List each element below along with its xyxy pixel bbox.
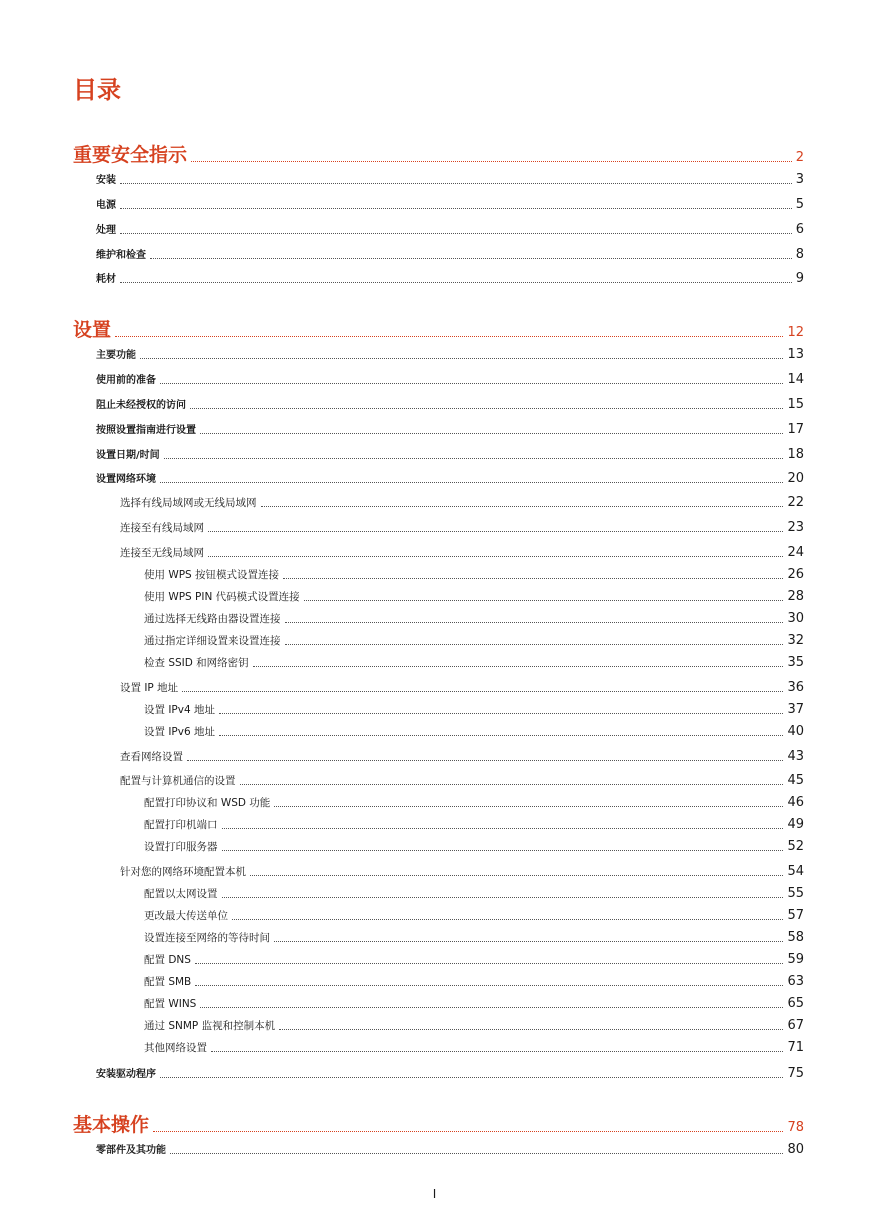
toc-entry[interactable] [144, 1040, 804, 1055]
toc-entry-title: 配置 DNS [144, 954, 191, 966]
toc-entry-title: 设置 IPv6 地址 [144, 726, 215, 738]
toc-entry-title: 配置打印机端口 [144, 819, 218, 831]
toc-entry[interactable] [120, 680, 804, 695]
dot-leader [222, 886, 784, 901]
toc-entry-page: 54 [787, 864, 804, 879]
toc-entry-page: 22 [787, 495, 804, 510]
toc-entry-title: 基本操作 [73, 1114, 150, 1136]
toc-entry-title: 通过指定详细设置来设置连接 [144, 635, 281, 647]
dot-leader [120, 171, 792, 187]
toc-entry-page: 17 [787, 422, 804, 437]
toc-entry[interactable] [96, 346, 804, 362]
dot-leader [120, 221, 792, 237]
toc-entry-page: 35 [787, 655, 804, 670]
toc-entry-title: 阻止未经授权的访问 [96, 400, 186, 411]
dot-leader [190, 396, 783, 412]
dot-leader [222, 817, 784, 832]
dot-leader [219, 724, 783, 739]
dot-leader [160, 371, 783, 387]
toc-entry[interactable] [144, 724, 804, 739]
dot-leader [211, 1040, 783, 1055]
dot-leader [208, 545, 783, 560]
toc-entry[interactable] [120, 495, 804, 510]
toc-entry-page: 3 [795, 172, 804, 187]
toc-entry-title: 维护和检查 [96, 250, 146, 261]
toc-entry-page: 58 [787, 930, 804, 945]
toc-entry-title: 使用前的准备 [96, 375, 156, 386]
dot-leader [285, 611, 784, 626]
toc-entry-title: 重要安全指示 [73, 144, 188, 166]
dot-leader [240, 773, 784, 788]
toc-entry-page: 78 [787, 1120, 804, 1135]
dot-leader [222, 839, 784, 854]
toc-entry-title: 连接至有线局域网 [120, 522, 204, 534]
toc-entry-page: 18 [787, 447, 804, 462]
toc-entry[interactable] [144, 908, 804, 923]
toc-chapter[interactable] [73, 140, 804, 167]
toc-entry[interactable] [96, 421, 804, 437]
dot-leader [164, 446, 784, 462]
toc-entry-page: 65 [787, 996, 804, 1011]
toc-entry-page: 9 [795, 271, 804, 286]
toc-entry-page: 23 [787, 520, 804, 535]
toc-entry[interactable] [144, 611, 804, 626]
dot-leader [195, 952, 784, 967]
toc-entry-page: 13 [787, 347, 804, 362]
toc-entry[interactable] [144, 839, 804, 854]
toc-entry-title: 设置 IP 地址 [120, 682, 179, 694]
toc-entry[interactable] [144, 1018, 804, 1033]
toc-entry-title: 配置打印协议和 WSD 功能 [144, 797, 271, 809]
toc-entry-title: 配置 SMB [144, 976, 192, 988]
toc-entry-page: 37 [787, 702, 804, 717]
dot-leader [120, 196, 792, 212]
dot-leader [160, 1065, 783, 1081]
toc-entry[interactable] [96, 1065, 804, 1081]
toc-entry-page: 6 [795, 222, 804, 237]
toc-entry[interactable] [144, 795, 804, 810]
dot-leader [191, 140, 792, 167]
toc-entry-title: 主要功能 [96, 350, 136, 361]
toc-entry[interactable] [144, 996, 804, 1011]
toc-entry-page: 52 [787, 839, 804, 854]
toc-entry-page: 32 [787, 633, 804, 648]
toc-entry-title: 设置连接至网络的等待时间 [144, 932, 270, 944]
toc-entry[interactable] [96, 196, 804, 212]
toc-entry-page: 28 [787, 589, 804, 604]
toc-entry-title: 通过 SNMP 监视和控制本机 [144, 1020, 276, 1032]
toc-entry-page: 36 [787, 680, 804, 695]
toc-entry-page: 43 [787, 749, 804, 764]
dot-leader [160, 470, 783, 486]
toc-entry[interactable] [144, 952, 804, 967]
toc-entry[interactable] [96, 171, 804, 187]
toc-entry-page: 80 [787, 1142, 804, 1157]
toc-entry[interactable] [120, 773, 804, 788]
dot-leader [219, 702, 783, 717]
toc-entry-title: 耗材 [96, 274, 116, 285]
dot-leader [279, 1018, 783, 1033]
toc-entry[interactable] [144, 567, 804, 582]
toc-entry-title: 通过选择无线路由器设置连接 [144, 613, 281, 625]
toc-entry[interactable] [120, 545, 804, 560]
toc-entry-title: 电源 [96, 200, 116, 211]
toc-entry-title: 设置网络环境 [96, 474, 156, 485]
toc-entry-page: 67 [787, 1018, 804, 1033]
dot-leader [187, 749, 783, 764]
toc-entry-page: 40 [787, 724, 804, 739]
toc-entry-title: 安装 [96, 175, 116, 186]
toc-entry-title: 其他网络设置 [144, 1042, 207, 1054]
dot-leader [274, 795, 783, 810]
dot-leader [115, 315, 783, 342]
toc-entry-page: 14 [787, 372, 804, 387]
toc-entry[interactable] [144, 655, 804, 670]
toc-entry-title: 零部件及其功能 [96, 1145, 166, 1156]
toc-entry-page: 12 [787, 325, 804, 340]
toc-entry-title: 检查 SSID 和网络密钥 [144, 657, 249, 669]
toc-entry-page: 71 [787, 1040, 804, 1055]
dot-leader [261, 495, 784, 510]
toc-entry-page: 8 [795, 247, 804, 262]
toc-entry-title: 使用 WPS 按钮模式设置连接 [144, 569, 280, 581]
toc-entry-title: 处理 [96, 225, 116, 236]
dot-leader [170, 1141, 783, 1157]
dot-leader [150, 246, 792, 262]
toc-entry-page: 30 [787, 611, 804, 626]
toc-entry-title: 配置与计算机通信的设置 [120, 775, 236, 787]
toc-entry-title: 配置以太网设置 [144, 888, 218, 900]
dot-leader [232, 908, 783, 923]
toc-entry-page: 63 [787, 974, 804, 989]
toc-entry-page: 5 [795, 197, 804, 212]
toc-entry-title: 设置打印服务器 [144, 841, 218, 853]
dot-leader [182, 680, 783, 695]
toc-entry-title: 设置日期/时间 [96, 450, 160, 461]
toc-entry-page: 45 [787, 773, 804, 788]
toc-entry-title: 配置 WINS [144, 998, 197, 1010]
dot-leader [120, 270, 792, 286]
toc-chapter[interactable] [73, 315, 804, 342]
toc-entry[interactable] [144, 930, 804, 945]
dot-leader [195, 974, 783, 989]
dot-leader [304, 589, 784, 604]
toc-entry-page: 49 [787, 817, 804, 832]
toc-entry-page: 26 [787, 567, 804, 582]
toc-entry[interactable] [96, 1141, 804, 1157]
toc-entry-title: 连接至无线局域网 [120, 547, 204, 559]
toc-entry-page: 57 [787, 908, 804, 923]
toc-entry-title: 设置 IPv4 地址 [144, 704, 215, 716]
toc-entry-page: 2 [795, 150, 804, 165]
toc-entry-title: 按照设置指南进行设置 [96, 425, 196, 436]
page-number: I [432, 1187, 437, 1201]
dot-leader [140, 346, 783, 362]
toc-entry-title: 使用 WPS PIN 代码模式设置连接 [144, 591, 300, 603]
dot-leader [200, 421, 783, 437]
toc-entry[interactable] [144, 886, 804, 901]
dot-leader [283, 567, 783, 582]
toc-entry-page: 15 [787, 397, 804, 412]
toc-entry[interactable] [120, 520, 804, 535]
toc-entry-title: 查看网络设置 [120, 751, 183, 763]
toc-entry[interactable] [144, 633, 804, 648]
toc-entry[interactable] [120, 864, 804, 879]
dot-leader [253, 655, 784, 670]
toc-entry[interactable] [96, 270, 804, 286]
dot-leader [200, 996, 783, 1011]
toc-entry-title: 针对您的网络环境配置本机 [120, 866, 246, 878]
toc-entry[interactable] [144, 817, 804, 832]
toc-entry-title: 选择有线局域网或无线局域网 [120, 497, 257, 509]
toc-entry-title: 更改最大传送单位 [144, 910, 228, 922]
toc-entry[interactable] [120, 749, 804, 764]
toc-entry[interactable] [96, 371, 804, 387]
toc-entry[interactable] [96, 446, 804, 462]
toc-entry[interactable] [96, 246, 804, 262]
toc-entry[interactable] [144, 974, 804, 989]
toc-entry-page: 46 [787, 795, 804, 810]
toc-entry[interactable] [96, 221, 804, 237]
dot-leader [208, 520, 783, 535]
toc-entry-page: 75 [787, 1066, 804, 1081]
toc-entry-title: 安装驱动程序 [96, 1069, 156, 1080]
dot-leader [153, 1110, 783, 1137]
toc-entry-page: 55 [787, 886, 804, 901]
toc-entry-page: 20 [787, 471, 804, 486]
dot-leader [250, 864, 783, 879]
toc-entry[interactable] [144, 702, 804, 717]
toc-entry-title: 设置 [73, 319, 112, 341]
toc-entry-page: 59 [787, 952, 804, 967]
toc-entry[interactable] [96, 470, 804, 486]
toc-entry[interactable] [96, 396, 804, 412]
toc-chapter[interactable] [73, 1110, 804, 1137]
toc-entry[interactable] [144, 589, 804, 604]
dot-leader [285, 633, 784, 648]
toc-entry-page: 24 [787, 545, 804, 560]
dot-leader [274, 930, 783, 945]
page-title: 目录 [73, 76, 121, 104]
